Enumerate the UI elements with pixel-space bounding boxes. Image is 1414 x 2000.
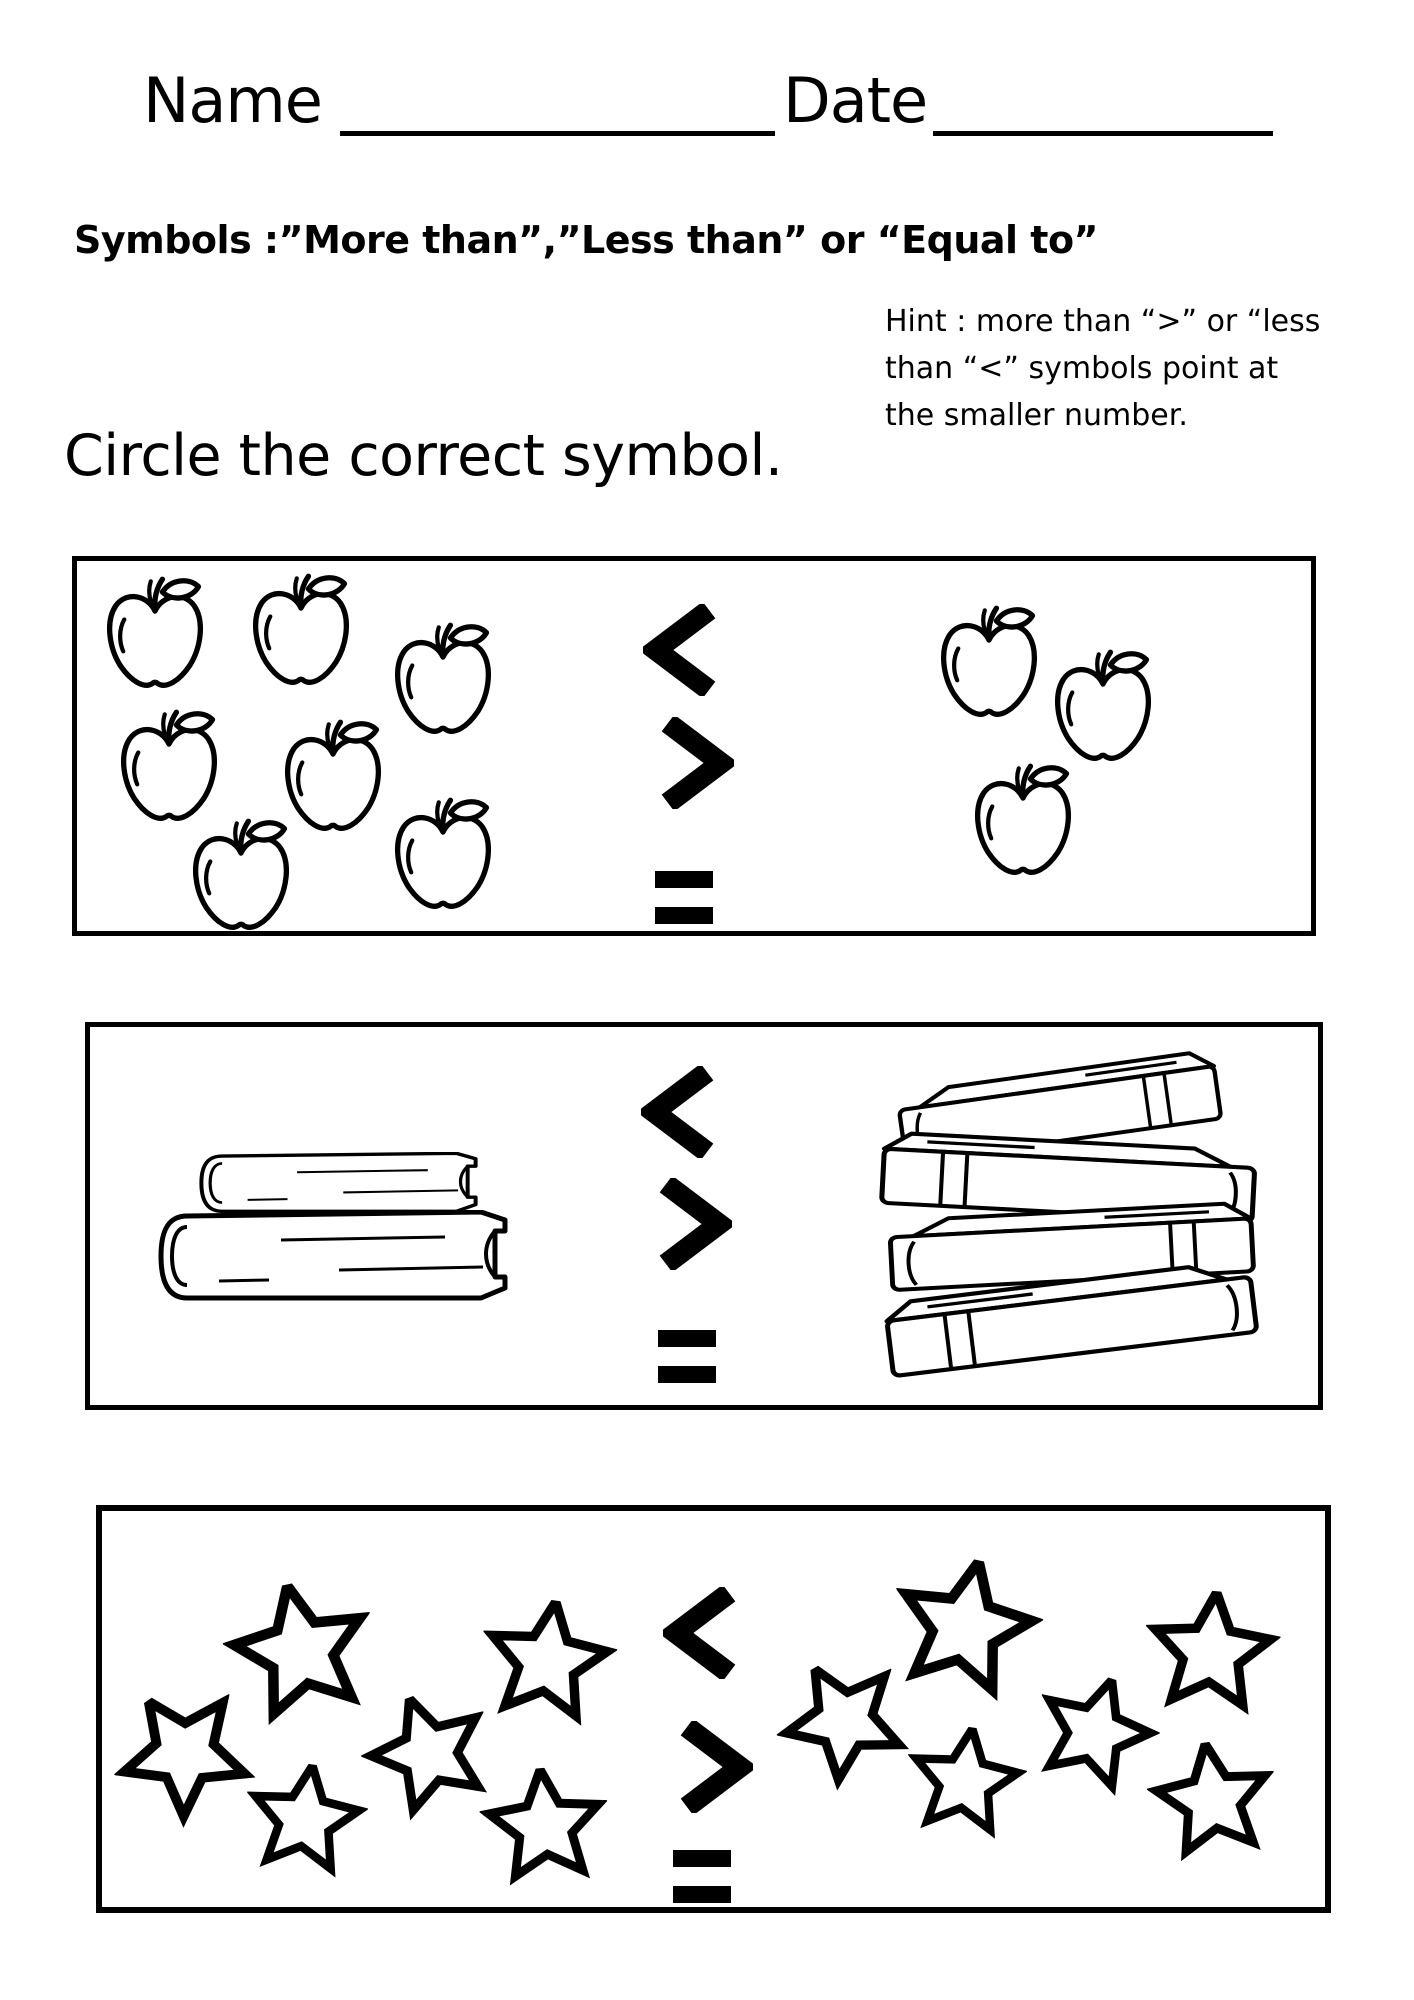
apple-icon	[188, 817, 294, 940]
hint-line: Hint : more than “>” or “less	[885, 304, 1321, 339]
hint-line: the smaller number.	[885, 398, 1188, 433]
comparison-box-stars	[96, 1505, 1331, 1913]
name-label: Name	[143, 64, 322, 137]
star-icon	[476, 1763, 614, 1889]
star-icon	[472, 1591, 623, 1730]
hint-line: than “<” symbols point at	[885, 351, 1279, 386]
equal-symbol[interactable]	[669, 1840, 735, 1914]
greater-than-symbol[interactable]	[656, 717, 734, 809]
greater-than-symbol[interactable]	[675, 1721, 753, 1813]
star-icon	[214, 1569, 389, 1732]
greater-than-symbol[interactable]	[654, 1178, 732, 1270]
name-underline[interactable]	[340, 131, 775, 136]
apple-icon	[280, 718, 386, 841]
apple-icon	[102, 575, 208, 698]
apple-icon	[248, 572, 354, 695]
star-icon	[1142, 1734, 1285, 1866]
comparison-box-apples	[72, 556, 1316, 936]
less-than-symbol[interactable]	[641, 1066, 719, 1158]
book-icon	[153, 1210, 513, 1302]
star-icon	[237, 1756, 373, 1882]
star-icon	[898, 1719, 1032, 1843]
hint-text	[885, 298, 1320, 439]
less-than-symbol[interactable]	[643, 604, 721, 696]
apple-icon	[1050, 648, 1156, 771]
star-icon	[878, 1545, 1053, 1708]
date-underline[interactable]	[933, 131, 1273, 136]
comparison-box-books	[85, 1022, 1323, 1410]
book-icon	[195, 1152, 482, 1214]
equal-symbol[interactable]	[651, 861, 717, 935]
apple-icon	[390, 796, 496, 919]
apple-icon	[936, 604, 1042, 727]
equal-symbol[interactable]	[654, 1320, 720, 1394]
instruction-text: Circle the correct symbol.	[64, 423, 783, 489]
less-than-symbol[interactable]	[663, 1587, 741, 1679]
apple-icon	[970, 762, 1076, 885]
date-label: Date	[783, 64, 928, 137]
apple-icon	[390, 621, 496, 744]
worksheet-subtitle: Symbols :”More than”,”Less than” or “Equal to”	[74, 218, 1099, 262]
apple-icon	[116, 708, 222, 831]
